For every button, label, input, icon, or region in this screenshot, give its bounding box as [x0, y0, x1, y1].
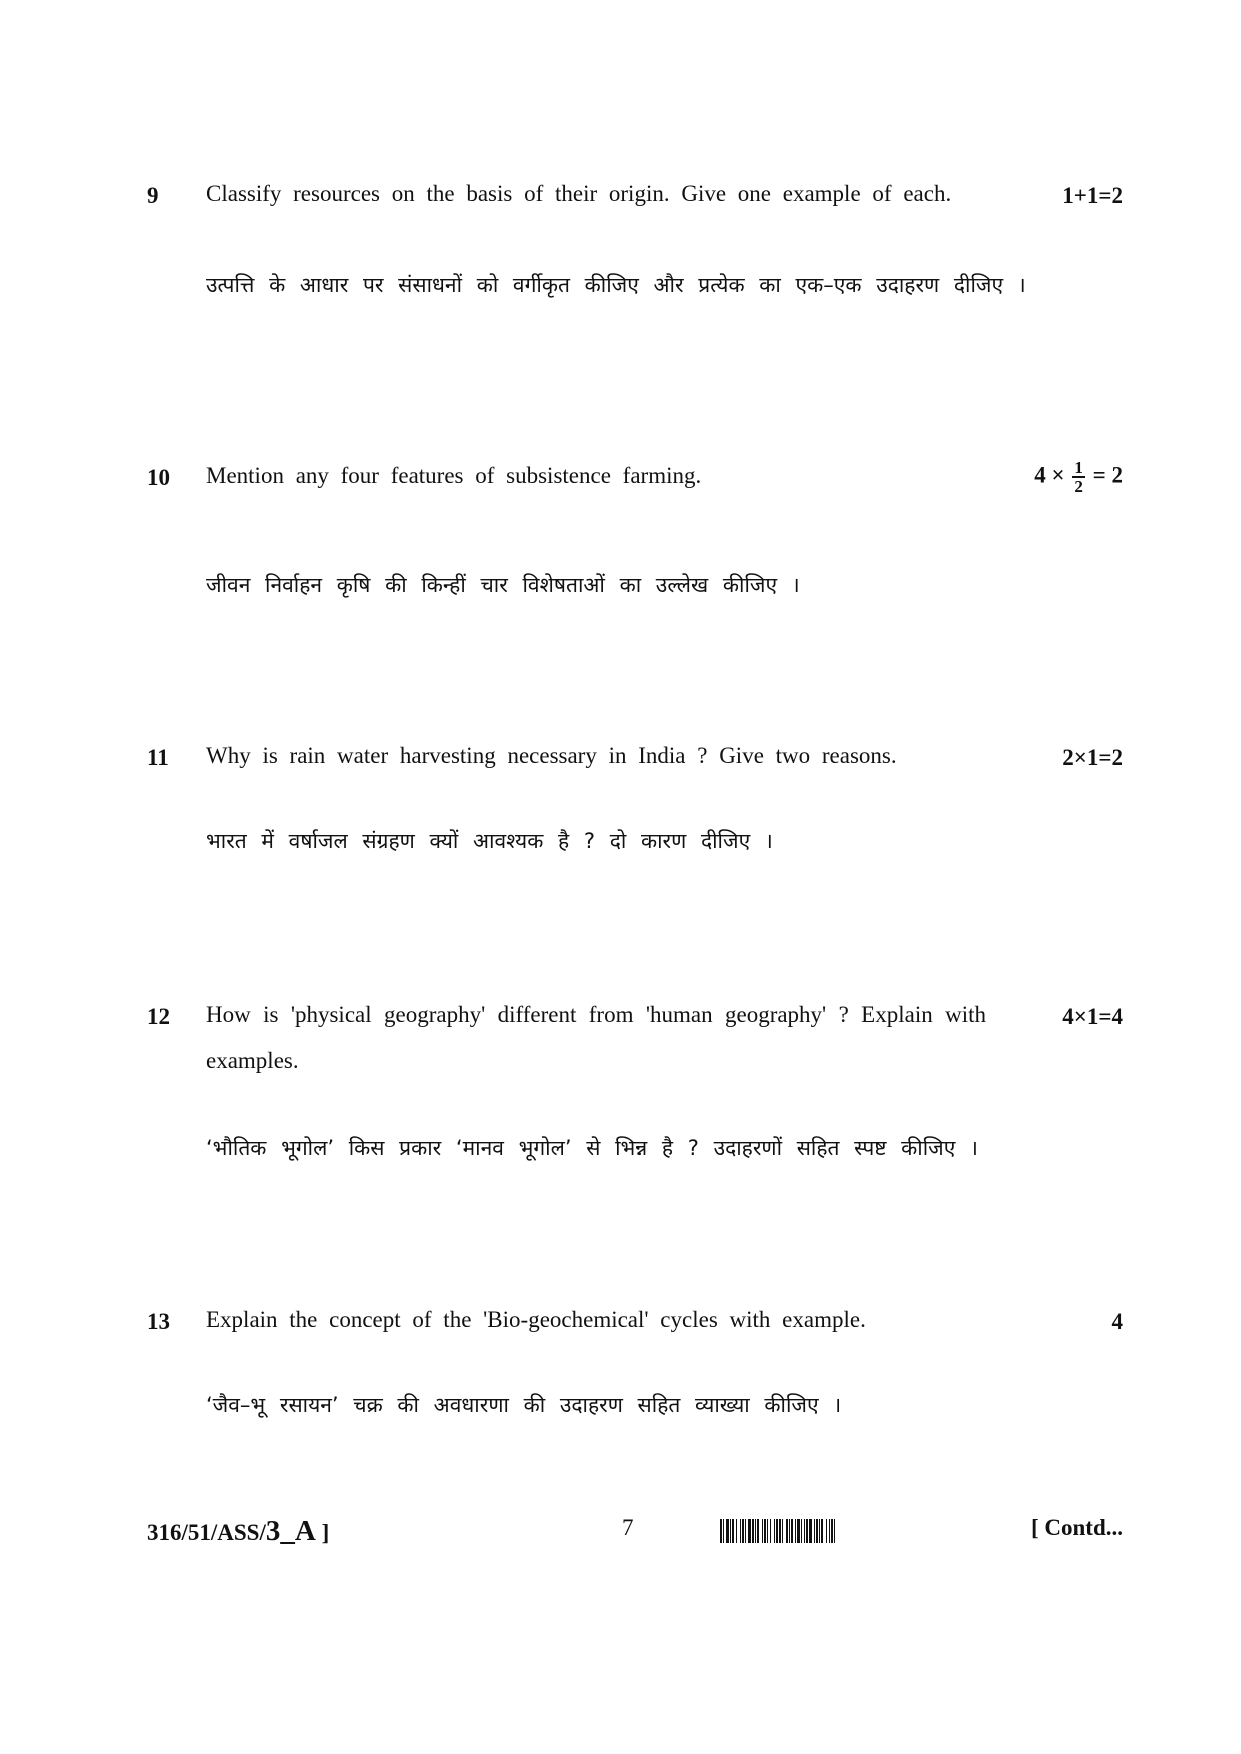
question-marks: 4×1=4 — [1062, 1004, 1123, 1029]
question-text-english: Why is rain water harvesting necessary in India ? Give two reasons. — [206, 743, 897, 768]
question-marks — [1034, 459, 1123, 495]
fraction-numerator: 1 — [1074, 458, 1083, 477]
question-text-hindi: ‘भौतिक भूगोल’ किस प्रकार ‘मानव भूगोल’ से भिन्न है ? उदाहरणों सहित स्पष्ट कीजिए । — [206, 1136, 979, 1160]
question-marks: 2×1=2 — [1062, 745, 1123, 770]
question-number: 12 — [147, 1004, 170, 1029]
question-text-hindi: जीवन निर्वाहन कृषि की किन्हीं चार विशेषताओं का उल्लेख कीजिए । — [206, 573, 800, 597]
question-text-english: Mention any four features of subsistence farming. — [206, 463, 702, 488]
paper-code-set: 3_A — [265, 1515, 316, 1547]
question-number: 10 — [147, 465, 170, 490]
question-text-english: How is 'physical geography' different from 'human geography' ? Explain with examples. — [206, 1002, 986, 1073]
question-marks: 4 — [1111, 1309, 1123, 1334]
question-text-hindi: उत्पत्ति के आधार पर संसाधनों को वर्गीकृत कीजिए और प्रत्येक का एक–एक उदाहरण दीजिए । — [206, 273, 1026, 297]
page-footer — [0, 1515, 1241, 1555]
marks-suffix: = 2 — [1092, 462, 1123, 488]
question-marks: 1+1=2 — [1062, 183, 1123, 208]
question-text-hindi: भारत में वर्षाजल संग्रहण क्यों आवश्यक है ? दो कारण दीजिए । — [206, 829, 773, 853]
question-text-english: Classify resources on the basis of their origin. Give one example of each. — [206, 181, 952, 206]
barcode — [720, 1519, 990, 1543]
paper-code-prefix: 316/51/ASS/ — [147, 1520, 266, 1545]
fraction-denominator: 2 — [1074, 477, 1083, 496]
question-text-hindi: ‘जैव–भू रसायन’ चक्र की अवधारणा की उदाहरण सहित व्याख्या कीजिए । — [206, 1393, 842, 1417]
question-number: 11 — [147, 745, 169, 770]
continued-label: [ Contd... — [1030, 1515, 1123, 1540]
marks-prefix: 4 × — [1034, 462, 1065, 488]
marks-fraction — [1072, 459, 1085, 495]
question-text-english: Explain the concept of the 'Bio-geochemical' cycles with example. — [206, 1307, 866, 1332]
paper-code-suffix: ] — [315, 1520, 330, 1545]
question-number: 9 — [147, 183, 159, 208]
paper-code — [147, 1515, 329, 1548]
question-number: 13 — [147, 1309, 170, 1334]
page-number: 7 — [622, 1515, 634, 1540]
